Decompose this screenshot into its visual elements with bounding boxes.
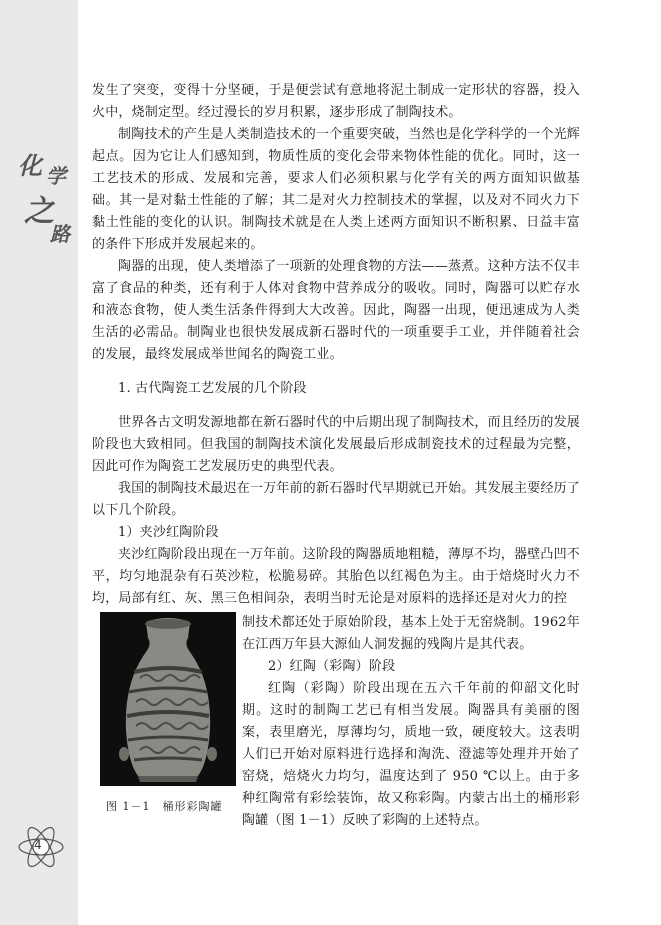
page-number-badge: [16, 822, 66, 872]
figure-caption: 图 1－1 桶形彩陶罐: [106, 800, 223, 813]
section-heading: 1. 古代陶瓷工艺发展的几个阶段: [118, 381, 307, 396]
painted-pottery-jar-image: [100, 612, 236, 786]
body-paragraph: 红陶（彩陶）阶段出现在五六千年前的仰韶文化时期。这时的制陶工艺已有相当发展。陶器具有美丽的图案，表里磨光，厚薄均匀，质地一致，硬度较大。这表明人们已开始对原料进行选择和淘洗、澄滤等处理并开始了窑烧，焙烧火力均匀，温度达到了 950 ℃以上。由于多种红陶常有彩绘装饰，故又称彩陶。内蒙古出土的桶形彩陶罐（图 1－1）反映了彩陶的上述特点。: [242, 681, 580, 828]
wrapped-text: [242, 612, 580, 832]
pottery-photo: [100, 612, 236, 786]
page-number: 4: [34, 838, 42, 852]
figure: [92, 612, 242, 813]
side-title-char: 学: [46, 164, 66, 188]
body-paragraph: 陶器的出现，使人类增添了一项新的处理食物的方法——蒸煮。这种方法不仅丰富了食品的种类，还有利于人体对食物中营养成分的吸收。同时，陶器可以贮存水和液态食物，使人类生活条件得到大大改善。因此，陶器一出现，便迅速成为人类生活的必需品。制陶业也很快发展成新石器时代的一项重要手工业，并伴随着社会的发展，最终发展成举世闻名的陶瓷工业。: [92, 259, 581, 362]
page-content: [92, 80, 580, 838]
subheading: 1）夹沙红陶阶段: [118, 525, 219, 540]
subheading: 2）红陶（彩陶）阶段: [268, 659, 396, 674]
body-paragraph: 制技术都还处于原始阶段，基本上处于无窑烧制。1962年在江西万年县大源仙人洞发掘的残陶片是其代表。: [242, 615, 580, 652]
body-paragraph: 发生了突变，变得十分坚硬，于是便尝试有意地将泥土制成一定形状的容器，投入火中，烧制定型。经过漫长的岁月积累，逐步形成了制陶技术。: [92, 83, 580, 120]
body-paragraph: 制陶技术的产生是人类制造技术的一个重要突破，当然也是化学科学的一个光辉起点。因为它让人们感知到，物质性质的变化会带来物体性能的优化。同时，这一工艺技术的形成、发展和完善，要求人们必须积累与化学有关的两方面知识做基础。其一是对黏土性能的了解；其二是对火力控制技术的掌握，以及对不同火力下黏土性能的变化的认识。制陶技术就是在人类上述两方面知识不断积累、日益丰富的条件下形成并发展起来的。: [92, 127, 581, 252]
left-margin-stripe: [0, 0, 78, 925]
body-paragraph: 我国的制陶技术最迟在一万年前的新石器时代早期就已开始。其发展主要经历了以下几个阶段。: [92, 481, 581, 518]
side-title-char: 路: [50, 222, 70, 246]
side-title: [16, 142, 72, 252]
figure-and-text: [92, 612, 580, 838]
body-paragraph: 世界各古文明发源地都在新石器时代的中后期出现了制陶技术，而且经历的发展阶段也大致相同。但我国的制陶技术演化发展最后形成制瓷技术的过程最为完整，因此可作为陶瓷工艺发展历史的典型代表。: [92, 415, 581, 474]
side-title-char: 化: [18, 151, 42, 180]
body-paragraph: 夹沙红陶阶段出现在一万年前。这阶段的陶器质地粗糙，薄厚不均，器壁凸凹不平，均匀地混杂有石英沙粒，松脆易碎。其胎色以红褐色为主。由于焙烧时火力不均，局部有红、灰、黑三色相间杂，表明当时无论是对原料的选择还是对火力的控: [92, 547, 581, 606]
side-title-char: 之: [24, 194, 54, 229]
